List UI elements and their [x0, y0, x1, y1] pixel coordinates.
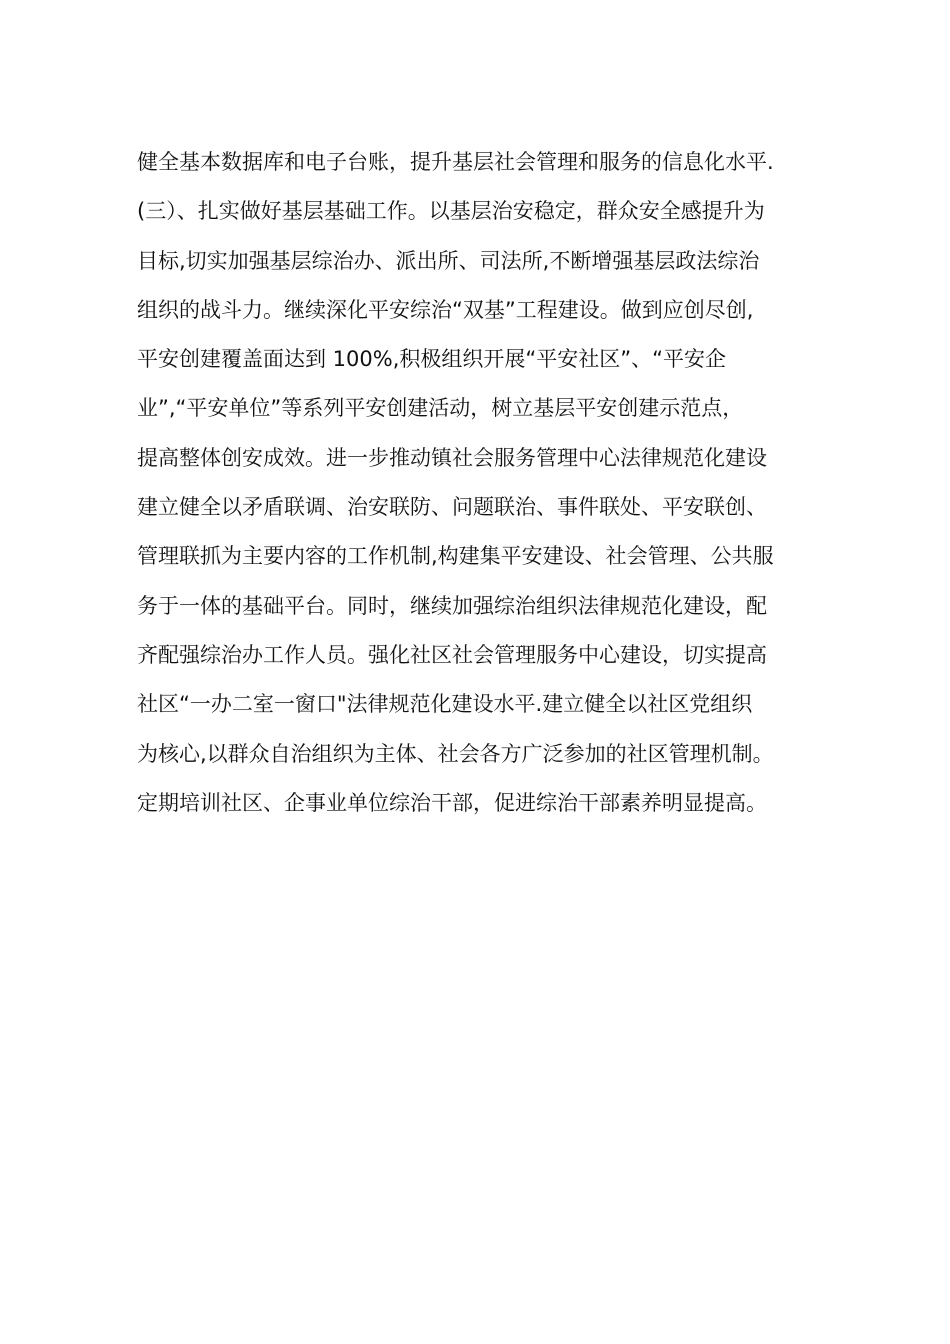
text-line: 社区“一办二室一窗口"法律规范化建设水平.建立健全以社区党组织: [137, 692, 753, 717]
text-line: 目标,切实加强基层综治办、派出所、司法所,不断增强基层政法综治: [137, 248, 760, 273]
text-line: 提高整体创安成效。进一步推动镇社会服务管理中心法律规范化建设: [137, 445, 767, 470]
text-line: 定期培训社区、企事业单位综治干部，促进综治干部素养明显提高。: [137, 790, 767, 815]
text-line: 健全基本数据库和电子台账，提升基层社会管理和服务的信息化水平.: [137, 150, 774, 174]
text-line: (三）、扎实做好基层基础工作。以基层治安稳定，群众安全感提升为: [137, 199, 765, 224]
text-line: 建立健全以矛盾联调、治安联防、问题联治、事件联处、平安联创、: [137, 495, 767, 520]
text-line: 平安创建覆盖面达到 100%,积极组织开展“平安社区”、“平安企: [137, 347, 727, 372]
text-line: 管理联抓为主要内容的工作机制,构建集平安建设、社会管理、公共服: [137, 544, 774, 569]
text-line: 齐配强综治办工作人员。强化社区社会管理服务中心建设，切实提高: [137, 642, 767, 667]
body-text: [137, 138, 827, 828]
text-line: 组织的战斗力。继续深化平安综治“双基”工程建设。做到应创尽创,: [137, 297, 754, 322]
text-line: 务于一体的基础平台。同时，继续加强综治组织法律规范化建设，配: [137, 593, 767, 618]
text-line: 业”,“平安单位”等系列平安创建活动，树立基层平安创建示范点，: [137, 396, 744, 421]
text-line: 为核心,以群众自治组织为主体、社会各方广泛参加的社区管理机制。: [137, 741, 774, 766]
